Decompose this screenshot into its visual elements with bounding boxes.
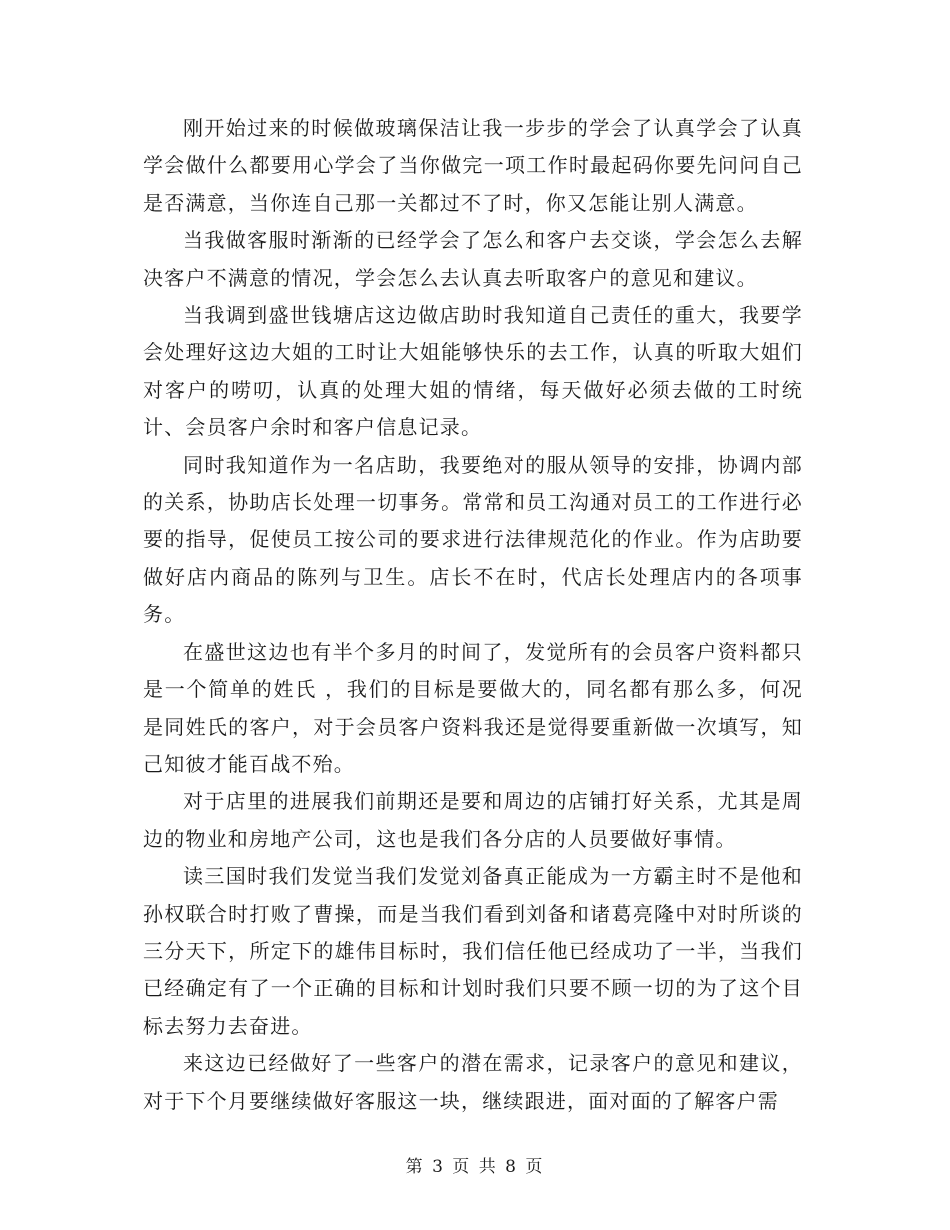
page-number-footer: 第 3 页 共 8 页 xyxy=(405,1157,545,1177)
paragraph-7: 读三国时我们发觉当我们发觉刘备真正能成为一方霸主时不是他和孙权联合时打败了曹操，而是当我们看到刘备和诸葛亮隆中对时所谈的三分天下，所定下的雄伟目标时，我们信任他已经成功了一半，当我们已经确定有了一个正确的目标和计划时我们只要不顾一切的为了这个目标去努力去奋进。 xyxy=(143,864,803,1038)
document-body xyxy=(143,110,803,1120)
paragraph-8: 来这边已经做好了一些客户的潜在需求，记录客户的意见和建议，对于下个月要继续做好客服这一块，继续跟进，面对面的了解客户需 xyxy=(143,1051,803,1113)
paragraph-2: 当我做客服时渐渐的已经学会了怎么和客户去交谈，学会怎么去解决客户不满意的情况，学会怎么去认真去听取客户的意见和建议。 xyxy=(143,228,803,290)
paragraph-3: 当我调到盛世钱塘店这边做店助时我知道自己责任的重大，我要学会处理好这边大姐的工时让大姐能够快乐的去工作，认真的听取大姐们对客户的唠叨，认真的处理大姐的情绪，每天做好必须去做的工时统计、会员客户余时和客户信息记录。 xyxy=(143,303,803,440)
paragraph-1: 刚开始过来的时候做玻璃保洁让我一步步的学会了认真学会了认真学会做什么都要用心学会了当你做完一项工作时最起码你要先问问自己是否满意，当你连自己那一关都过不了时，你又怎能让别人满意。 xyxy=(143,116,803,215)
paragraph-4: 同时我知道作为一名店助，我要绝对的服从领导的安排，协调内部的关系，协助店长处理一切事务。常常和员工沟通对员工的工作进行必要的指导，促使员工按公司的要求进行法律规范化的作业。作为店助要做好店内商品的陈列与卫生。店长不在时，代店长处理店内的各项事务。 xyxy=(143,452,803,627)
paragraph-5: 在盛世这边也有半个多月的时间了，发觉所有的会员客户资料都只是一个简单的姓氏 ，我们的目标是要做大的，同名都有那么多，何况是同姓氏的客户，对于会员客户资料我还是觉得要重新做一次填写，知己知彼才能百战不殆。 xyxy=(143,639,803,776)
paragraph-6: 对于店里的进展我们前期还是要和周边的店铺打好关系，尤其是周边的物业和房地产公司，这也是我们各分店的人员要做好事情。 xyxy=(143,789,803,851)
